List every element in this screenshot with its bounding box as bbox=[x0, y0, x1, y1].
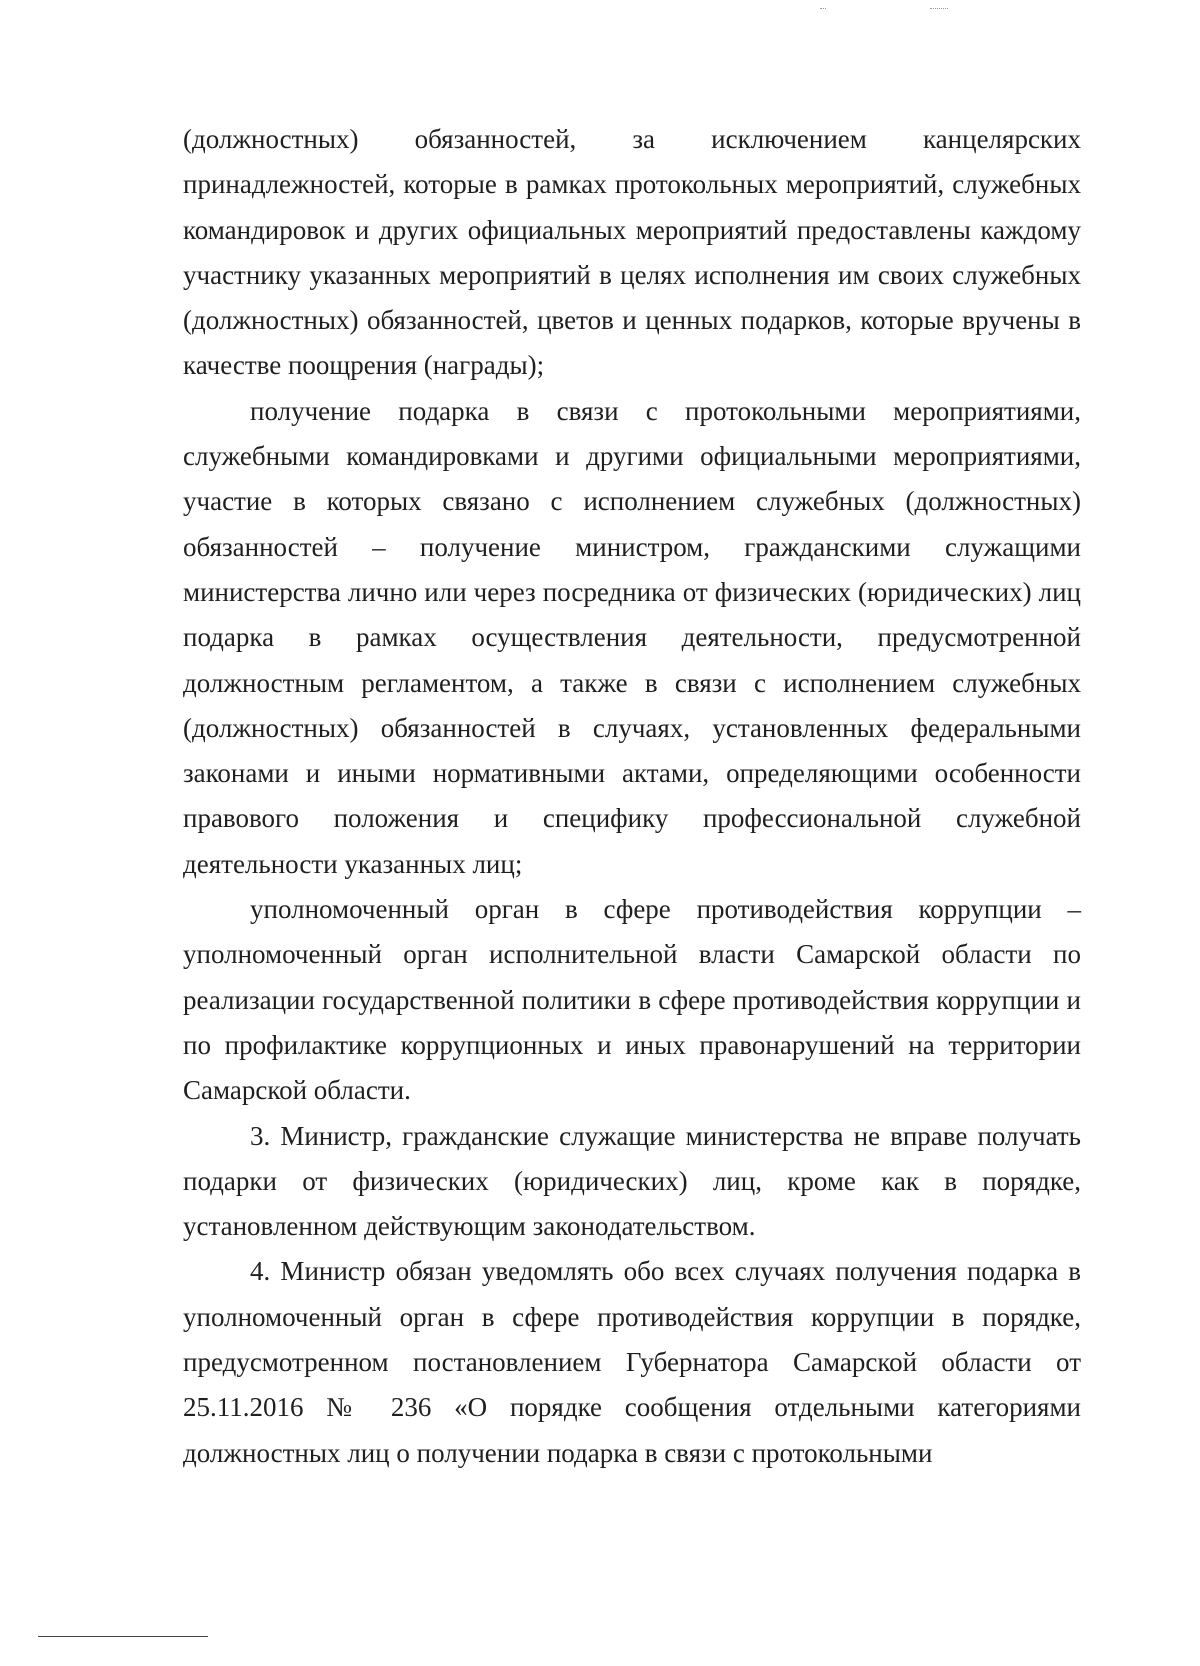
scan-artifact bbox=[930, 8, 948, 10]
paragraph-item-3: 3. Министр, гражданские служащие министерства не вправе получать подарки от физических (юридических) лиц, кроме как в порядке, установленном действующим законодательством. bbox=[183, 1120, 1081, 1242]
scan-artifact bbox=[820, 8, 826, 10]
paragraph-continuation: (должностных) обязанностей, за исключением канцелярских принадлежностей, которые в рамках протокольных мероприятий, служебных командировок и других официальных мероприятий предоставлены каждому участнику указанных мероприятий в целях исполнения им своих служебных (должностных) обязанностей, цветов и ценных подарков, которые вручены в качестве поощрения (награды); bbox=[183, 124, 1081, 381]
paragraph-authorized-body: уполномоченный орган в сфере противодействия коррупции – уполномоченный орган исполнительной власти Самарской области по реализации государственной политики в сфере противодействия коррупции и по профилактике коррупционных и иных правонарушений на территории Самарской области. bbox=[183, 894, 1081, 1106]
paragraph-item-4: 4. Министр обязан уведомлять обо всех случаях получения подарка в уполномоченный орган в сфере противодействия коррупции в порядке, предусмотренном постановлением Губернатора Самарской области от 25.11.2016 № 236 «О порядке сообщения отдельными категориями должностных лиц о получении подарка в связи с протокольными bbox=[183, 1256, 1081, 1468]
paragraph-gift-definition: получение подарка в связи с протокольными мероприятиями, служебными командировками и другими официальными мероприятиями, участие в которых связано с исполнением служебных (должностных) обязанностей – получение министром, гражданскими служащими министерства лично или через посредника от физических (юридических) лиц подарка в рамках осуществления деятельности, предусмотренной должностным регламентом, а также в связи с исполнением служебных (должностных) обязанностей в случаях, установленных федеральными законами и иными нормативными актами, определяющими особенности правового положения и специфику профессиональной служебной деятельности указанных лиц; bbox=[183, 395, 1081, 879]
document-body bbox=[183, 117, 1081, 1476]
footnote-rule bbox=[38, 1636, 208, 1637]
